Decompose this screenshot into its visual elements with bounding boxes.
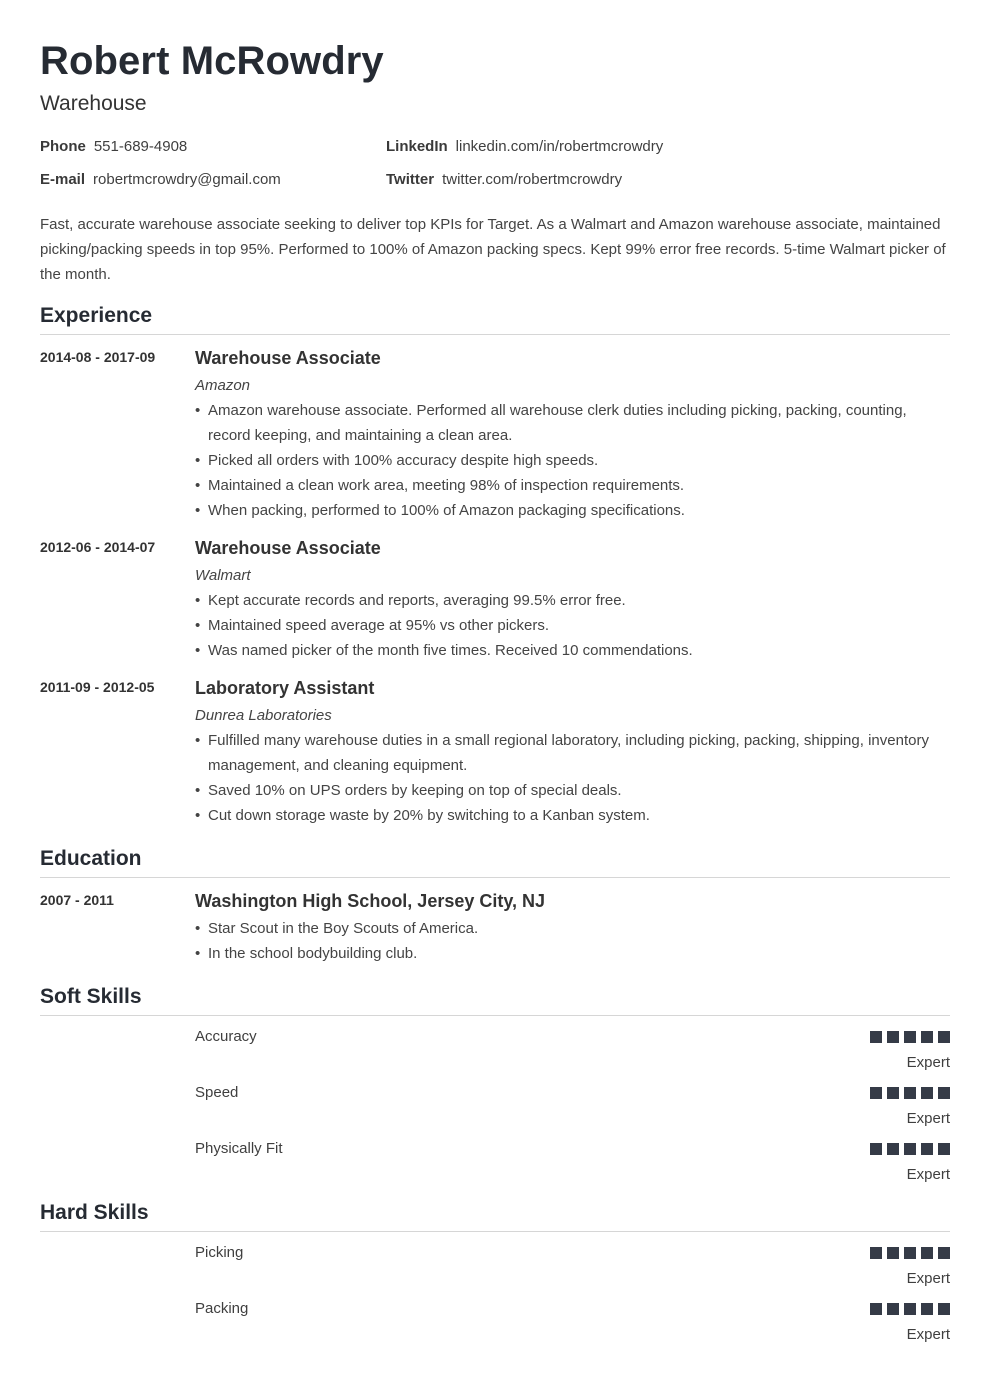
bullet-item: • Star Scout in the Boy Scouts of America. xyxy=(195,916,950,941)
contact-email xyxy=(40,170,281,190)
section-heading-hard-skills: Hard Skills xyxy=(40,1200,950,1232)
rating-square-icon xyxy=(887,1303,899,1315)
candidate-subtitle: Warehouse xyxy=(40,92,147,115)
contact-twitter xyxy=(386,170,622,190)
entry-title: Warehouse Associate xyxy=(195,538,381,558)
section-heading-experience: Experience xyxy=(40,303,950,335)
rating-square-icon xyxy=(904,1143,916,1155)
rating-square-icon xyxy=(887,1247,899,1259)
contact-label: LinkedIn xyxy=(386,138,448,155)
rating-square-icon xyxy=(921,1031,933,1043)
contact-label: Phone xyxy=(40,138,86,155)
skill-row xyxy=(40,1083,950,1133)
contact-phone xyxy=(40,137,187,157)
bullet-item: • Kept accurate records and reports, averaging 99.5% error free. xyxy=(195,588,950,613)
contact-value[interactable]: 551-689-4908 xyxy=(93,138,188,155)
section-heading-soft-skills: Soft Skills xyxy=(40,984,950,1016)
candidate-name: Robert McRowdry xyxy=(40,39,384,83)
contact-value[interactable]: twitter.com/robertmcrowdry xyxy=(442,171,623,188)
entry-bullets xyxy=(195,398,950,523)
rating-square-icon xyxy=(870,1087,882,1099)
bullet-item: • Maintained a clean work area, meeting 98% of inspection requirements. xyxy=(195,473,950,498)
skill-rating xyxy=(870,1087,950,1099)
skill-level: Expert xyxy=(906,1110,950,1127)
contact-value[interactable]: robertmcrowdry@gmail.com xyxy=(93,171,281,188)
skill-row xyxy=(40,1299,950,1349)
skill-name: Physically Fit xyxy=(195,1140,283,1157)
entry-title: Warehouse Associate xyxy=(195,348,381,368)
rating-square-icon xyxy=(870,1031,882,1043)
rating-square-icon xyxy=(887,1143,899,1155)
bullet-item: • Cut down storage waste by 20% by switching to a Kanban system. xyxy=(195,803,950,828)
contact-linkedin xyxy=(386,137,663,157)
skill-level: Expert xyxy=(906,1166,950,1183)
contact-value[interactable]: linkedin.com/in/robertmcrowdry xyxy=(455,138,664,155)
entry-company: Amazon xyxy=(195,377,251,394)
rating-square-icon xyxy=(938,1303,950,1315)
rating-square-icon xyxy=(887,1031,899,1043)
entry-company: Dunrea Laboratories xyxy=(195,707,332,724)
rating-square-icon xyxy=(904,1031,916,1043)
rating-square-icon xyxy=(921,1303,933,1315)
bullet-item: • Maintained speed average at 95% vs other pickers. xyxy=(195,613,950,638)
rating-square-icon xyxy=(938,1031,950,1043)
rating-square-icon xyxy=(870,1247,882,1259)
rating-square-icon xyxy=(904,1247,916,1259)
skill-level: Expert xyxy=(906,1270,950,1287)
skill-name: Speed xyxy=(195,1084,239,1101)
entry-date: 2011-09 - 2012-05 xyxy=(40,679,155,695)
bullet-item: • When packing, performed to 100% of Amazon packaging specifications. xyxy=(195,498,950,523)
skill-rating xyxy=(870,1247,950,1259)
entry-company: Walmart xyxy=(195,567,251,584)
rating-square-icon xyxy=(921,1143,933,1155)
entry-title: Laboratory Assistant xyxy=(195,678,375,698)
bullet-item: • In the school bodybuilding club. xyxy=(195,941,950,966)
summary-paragraph: Fast, accurate warehouse associate seeking to deliver top KPIs for Target. As a Walmart and Amazon warehouse associate, maintained picking/packing speeds in top 95%. Performed to 100% of Amazon packing specs. Kept 99% error free records. 5-time Walmart picker of the month. xyxy=(40,216,946,283)
rating-square-icon xyxy=(870,1303,882,1315)
entry-bullets xyxy=(195,916,950,966)
entry-bullets xyxy=(195,728,950,828)
rating-square-icon xyxy=(921,1247,933,1259)
bullet-item: • Fulfilled many warehouse duties in a small regional laboratory, including picking, packing, shipping, inventory management, and cleaning equipment. xyxy=(195,728,950,778)
skill-rating xyxy=(870,1031,950,1043)
section-heading-education: Education xyxy=(40,846,950,878)
skill-row xyxy=(40,1027,950,1077)
skill-level: Expert xyxy=(906,1054,950,1071)
bullet-item: • Was named picker of the month five times. Received 10 commendations. xyxy=(195,638,950,663)
entry-date: 2007 - 2011 xyxy=(40,892,114,908)
skill-rating xyxy=(870,1143,950,1155)
skill-row xyxy=(40,1243,950,1293)
entry-date: 2012-06 - 2014-07 xyxy=(40,539,156,555)
rating-square-icon xyxy=(870,1143,882,1155)
contact-label: E-mail xyxy=(40,171,86,188)
rating-square-icon xyxy=(938,1143,950,1155)
entry-date: 2014-08 - 2017-09 xyxy=(40,349,156,365)
rating-square-icon xyxy=(938,1247,950,1259)
rating-square-icon xyxy=(904,1087,916,1099)
skill-rating xyxy=(870,1303,950,1315)
entry-bullets xyxy=(195,588,950,663)
bullet-item: • Saved 10% on UPS orders by keeping on top of special deals. xyxy=(195,778,950,803)
rating-square-icon xyxy=(887,1087,899,1099)
rating-square-icon xyxy=(921,1087,933,1099)
skill-row xyxy=(40,1139,950,1189)
skill-level: Expert xyxy=(906,1326,950,1343)
skill-name: Packing xyxy=(195,1300,249,1317)
rating-square-icon xyxy=(904,1303,916,1315)
skill-name: Accuracy xyxy=(195,1028,257,1045)
bullet-item: • Amazon warehouse associate. Performed all warehouse clerk duties including picking, packing, counting, record keeping, and maintaining a clean area. xyxy=(195,398,950,448)
entry-title: Washington High School, Jersey City, NJ xyxy=(195,891,546,911)
rating-square-icon xyxy=(938,1087,950,1099)
contact-label: Twitter xyxy=(386,171,435,188)
bullet-item: • Picked all orders with 100% accuracy despite high speeds. xyxy=(195,448,950,473)
skill-name: Picking xyxy=(195,1244,244,1261)
